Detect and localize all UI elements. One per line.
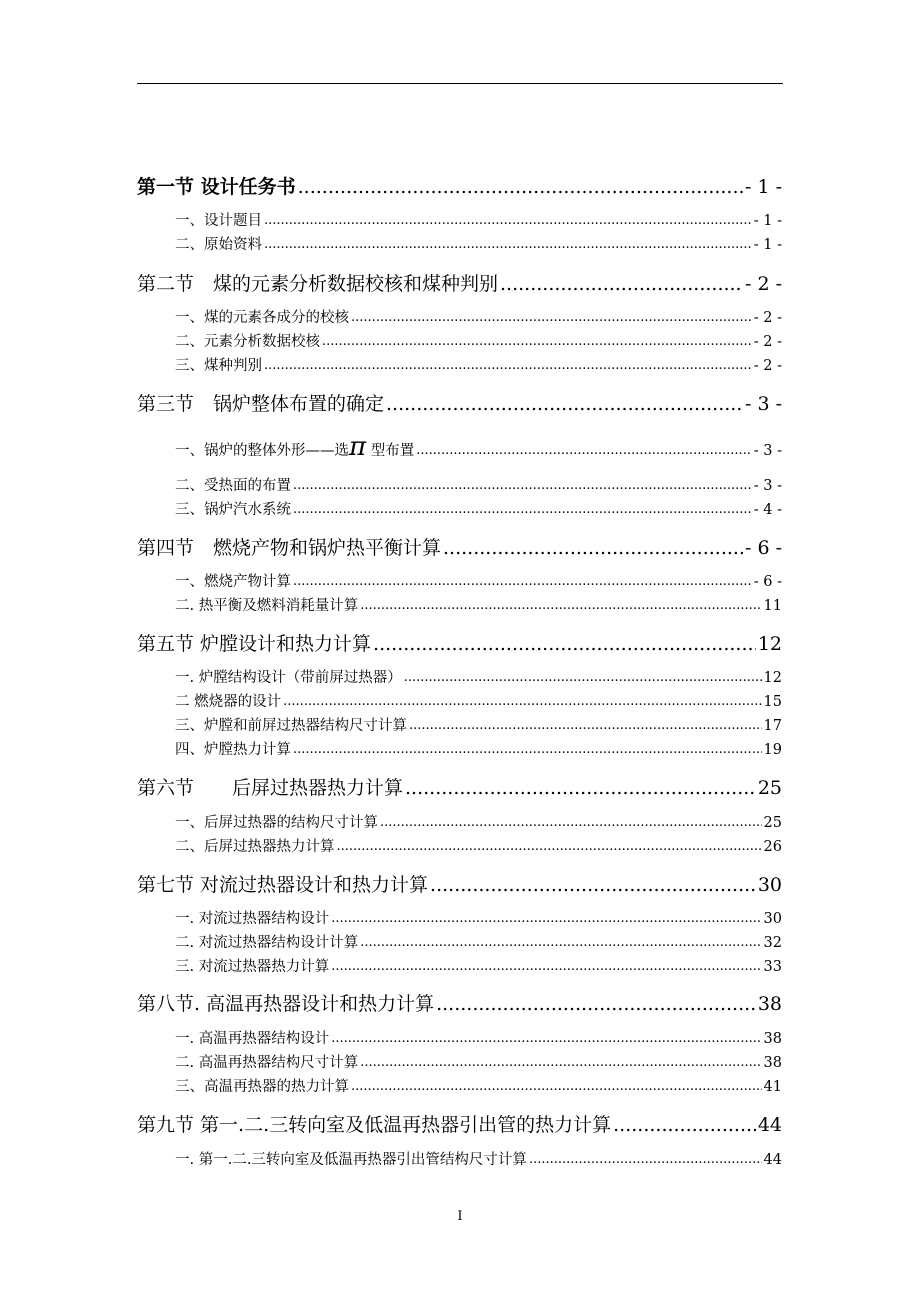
toc-leader <box>322 331 752 353</box>
toc-leader <box>293 475 752 497</box>
toc-entry-4-2[interactable] <box>175 595 782 617</box>
toc-page-number: - 3 - <box>753 443 782 459</box>
toc-entry-7-1[interactable] <box>175 908 782 930</box>
toc-page-number: - 1 - <box>753 213 782 229</box>
toc-leader <box>500 271 743 297</box>
toc-leader <box>331 956 761 978</box>
toc-entry-2-2[interactable] <box>175 331 782 353</box>
toc-page-number: 44 <box>763 1152 782 1168</box>
toc-page-number: - 2 - <box>744 273 782 295</box>
toc-section-title: 第六节 后屏过热器热力计算 <box>137 777 404 799</box>
toc-page-number: - 2 - <box>753 334 782 350</box>
toc-leader <box>430 872 756 898</box>
toc-section-7[interactable] <box>137 872 782 898</box>
toc-page-number: - 3 - <box>753 478 782 494</box>
toc-entry-title: 四、炉膛热力计算 <box>175 742 291 758</box>
pi-symbol: π <box>349 432 367 462</box>
toc-page-number: - 4 - <box>753 502 782 518</box>
toc-entry-9-1[interactable] <box>175 1149 782 1171</box>
toc-entry-3-3[interactable] <box>175 499 782 521</box>
toc-section-9[interactable] <box>137 1112 782 1138</box>
toc-section-8[interactable] <box>137 991 782 1017</box>
toc-entry-title: 二、原始资料 <box>175 237 262 253</box>
toc-entry-title-pre: 一、锅炉的整体外形——选 <box>175 443 349 459</box>
toc-leader <box>283 691 761 713</box>
toc-page-number: 12 <box>757 633 782 655</box>
toc-page-number: 30 <box>763 911 782 927</box>
toc-entry-1-2[interactable] <box>175 234 782 256</box>
toc-leader <box>409 715 762 737</box>
toc-section-title: 第一节 设计任务书 <box>137 176 296 198</box>
toc-entry-title: 一、后屏过热器的结构尺寸计算 <box>175 815 378 831</box>
toc-entry-title: 一、煤的元素各成分的校核 <box>175 310 349 326</box>
toc-leader <box>416 440 752 462</box>
toc-entry-8-2[interactable] <box>175 1052 782 1074</box>
page-number: I <box>457 1209 463 1224</box>
toc-entry-title: 二 燃烧器的设计 <box>175 694 282 710</box>
toc-section-title: 第二节 煤的元素分析数据校核和煤种判别 <box>137 273 499 295</box>
toc-leader <box>380 812 762 834</box>
toc-page-number: 17 <box>763 718 782 734</box>
toc-page-number: 38 <box>757 993 782 1015</box>
toc-leader <box>360 1052 761 1074</box>
toc-leader <box>293 571 752 593</box>
toc-section-2[interactable] <box>137 271 782 297</box>
toc-entry-5-3[interactable] <box>175 715 782 737</box>
toc-entry-8-3[interactable] <box>175 1076 782 1098</box>
toc-entry-7-2[interactable] <box>175 932 782 954</box>
toc-leader <box>443 535 743 561</box>
toc-page-number: 33 <box>763 959 782 975</box>
toc-entry-title: 二、元素分析数据校核 <box>175 334 320 350</box>
toc-leader <box>264 210 752 232</box>
toc-section-5[interactable] <box>137 631 782 657</box>
toc-entry-title: 二. 高温再热器结构尺寸计算 <box>175 1055 359 1071</box>
toc-page-number: - 2 - <box>753 310 782 326</box>
toc-page-number: 26 <box>763 839 782 855</box>
toc-leader <box>331 1028 761 1050</box>
toc-entry-6-2[interactable] <box>175 836 782 858</box>
toc-page-number: - 1 - <box>753 237 782 253</box>
toc-page-number: 12 <box>763 670 782 686</box>
toc-entry-title: 二. 热平衡及燃料消耗量计算 <box>175 598 359 614</box>
toc-page-number: - 3 - <box>744 393 782 415</box>
toc-section-title: 第九节 第一.二.三转向室及低温再热器引出管的热力计算 <box>137 1114 612 1136</box>
toc-leader <box>373 631 756 657</box>
toc-page-number: - 6 - <box>753 574 782 590</box>
toc-section-title: 第五节 炉膛设计和热力计算 <box>137 633 372 655</box>
toc-page-number: 11 <box>763 598 782 614</box>
toc-entry-2-1[interactable] <box>175 307 782 329</box>
toc-entry-title: 一. 炉膛结构设计（带前屏过热器） <box>175 670 402 686</box>
toc-page-number: 41 <box>763 1079 782 1095</box>
toc-entry-title: 三、炉膛和前屏过热器结构尺寸计算 <box>175 718 407 734</box>
toc-section-title: 第四节 燃烧产物和锅炉热平衡计算 <box>137 537 442 559</box>
toc-leader <box>331 908 761 930</box>
toc-page-number: 38 <box>763 1031 782 1047</box>
toc-leader <box>351 1076 762 1098</box>
toc-leader <box>613 1112 756 1138</box>
toc-page-number: 25 <box>763 815 782 831</box>
toc-page-number: 15 <box>763 694 782 710</box>
toc-leader <box>264 355 752 377</box>
toc-leader <box>351 307 752 329</box>
toc-section-6[interactable] <box>137 775 782 801</box>
toc-page-number: - 2 - <box>753 358 782 374</box>
toc-entry-5-4[interactable] <box>175 739 782 761</box>
toc-entry-7-3[interactable] <box>175 956 782 978</box>
toc-page-number: 19 <box>763 742 782 758</box>
toc-entry-8-1[interactable] <box>175 1028 782 1050</box>
toc-entry-title: 二、后屏过热器热力计算 <box>175 839 335 855</box>
toc-entry-title: 二. 对流过热器结构设计计算 <box>175 935 359 951</box>
toc-entry-5-2[interactable] <box>175 691 782 713</box>
toc-entry-title: 二、受热面的布置 <box>175 478 291 494</box>
toc-entry-title: 三、锅炉汽水系统 <box>175 502 291 518</box>
toc-leader <box>337 836 762 858</box>
toc-leader <box>264 234 752 256</box>
toc-page-number: 25 <box>757 777 782 799</box>
toc-entry-title: 三、煤种判别 <box>175 358 262 374</box>
toc-leader <box>404 667 762 689</box>
toc-leader <box>386 391 743 417</box>
toc-leader <box>529 1149 762 1171</box>
toc-section-title: 第八节. 高温再热器设计和热力计算 <box>137 993 435 1015</box>
toc-leader <box>298 174 743 200</box>
toc-entry-title: 一. 高温再热器结构设计 <box>175 1031 330 1047</box>
toc-leader <box>293 739 762 761</box>
toc-leader <box>436 991 756 1017</box>
toc-page-number: - 1 - <box>744 176 782 198</box>
toc-page-number: - 6 - <box>744 537 782 559</box>
toc-leader <box>360 932 761 954</box>
toc-section-title: 第七节 对流过热器设计和热力计算 <box>137 874 429 896</box>
toc-page-number: 32 <box>763 935 782 951</box>
toc-page-number: 44 <box>757 1114 782 1136</box>
toc-entry-1-1[interactable] <box>175 210 782 232</box>
toc-page-number: 30 <box>757 874 782 896</box>
toc-section-1[interactable] <box>137 174 782 200</box>
toc-leader <box>405 775 756 801</box>
toc-section-title: 第三节 锅炉整体布置的确定 <box>137 393 385 415</box>
toc-entry-2-3[interactable] <box>175 355 782 377</box>
toc-entry-title <box>175 432 415 462</box>
toc-entry-title: 一、燃烧产物计算 <box>175 574 291 590</box>
toc-entry-title: 三、高温再热器的热力计算 <box>175 1079 349 1095</box>
toc-leader <box>360 595 761 617</box>
toc-entry-title: 一. 第一.二.三转向室及低温再热器引出管结构尺寸计算 <box>175 1152 527 1168</box>
toc-entry-3-2[interactable] <box>175 475 782 497</box>
toc-section-4[interactable] <box>137 535 782 561</box>
toc-entry-5-1[interactable] <box>175 667 782 689</box>
toc-entry-title: 三. 对流过热器热力计算 <box>175 959 330 975</box>
toc-entry-6-1[interactable] <box>175 812 782 834</box>
toc-entry-title: 一、设计题目 <box>175 213 262 229</box>
toc-leader <box>293 499 752 521</box>
toc-section-3[interactable] <box>137 391 782 417</box>
toc-entry-4-1[interactable] <box>175 571 782 593</box>
toc-page-number: 38 <box>763 1055 782 1071</box>
toc-entry-title: 一. 对流过热器结构设计 <box>175 911 330 927</box>
toc-entry-3-1[interactable] <box>175 432 782 462</box>
toc-entry-title-post: 型布置 <box>370 443 415 459</box>
